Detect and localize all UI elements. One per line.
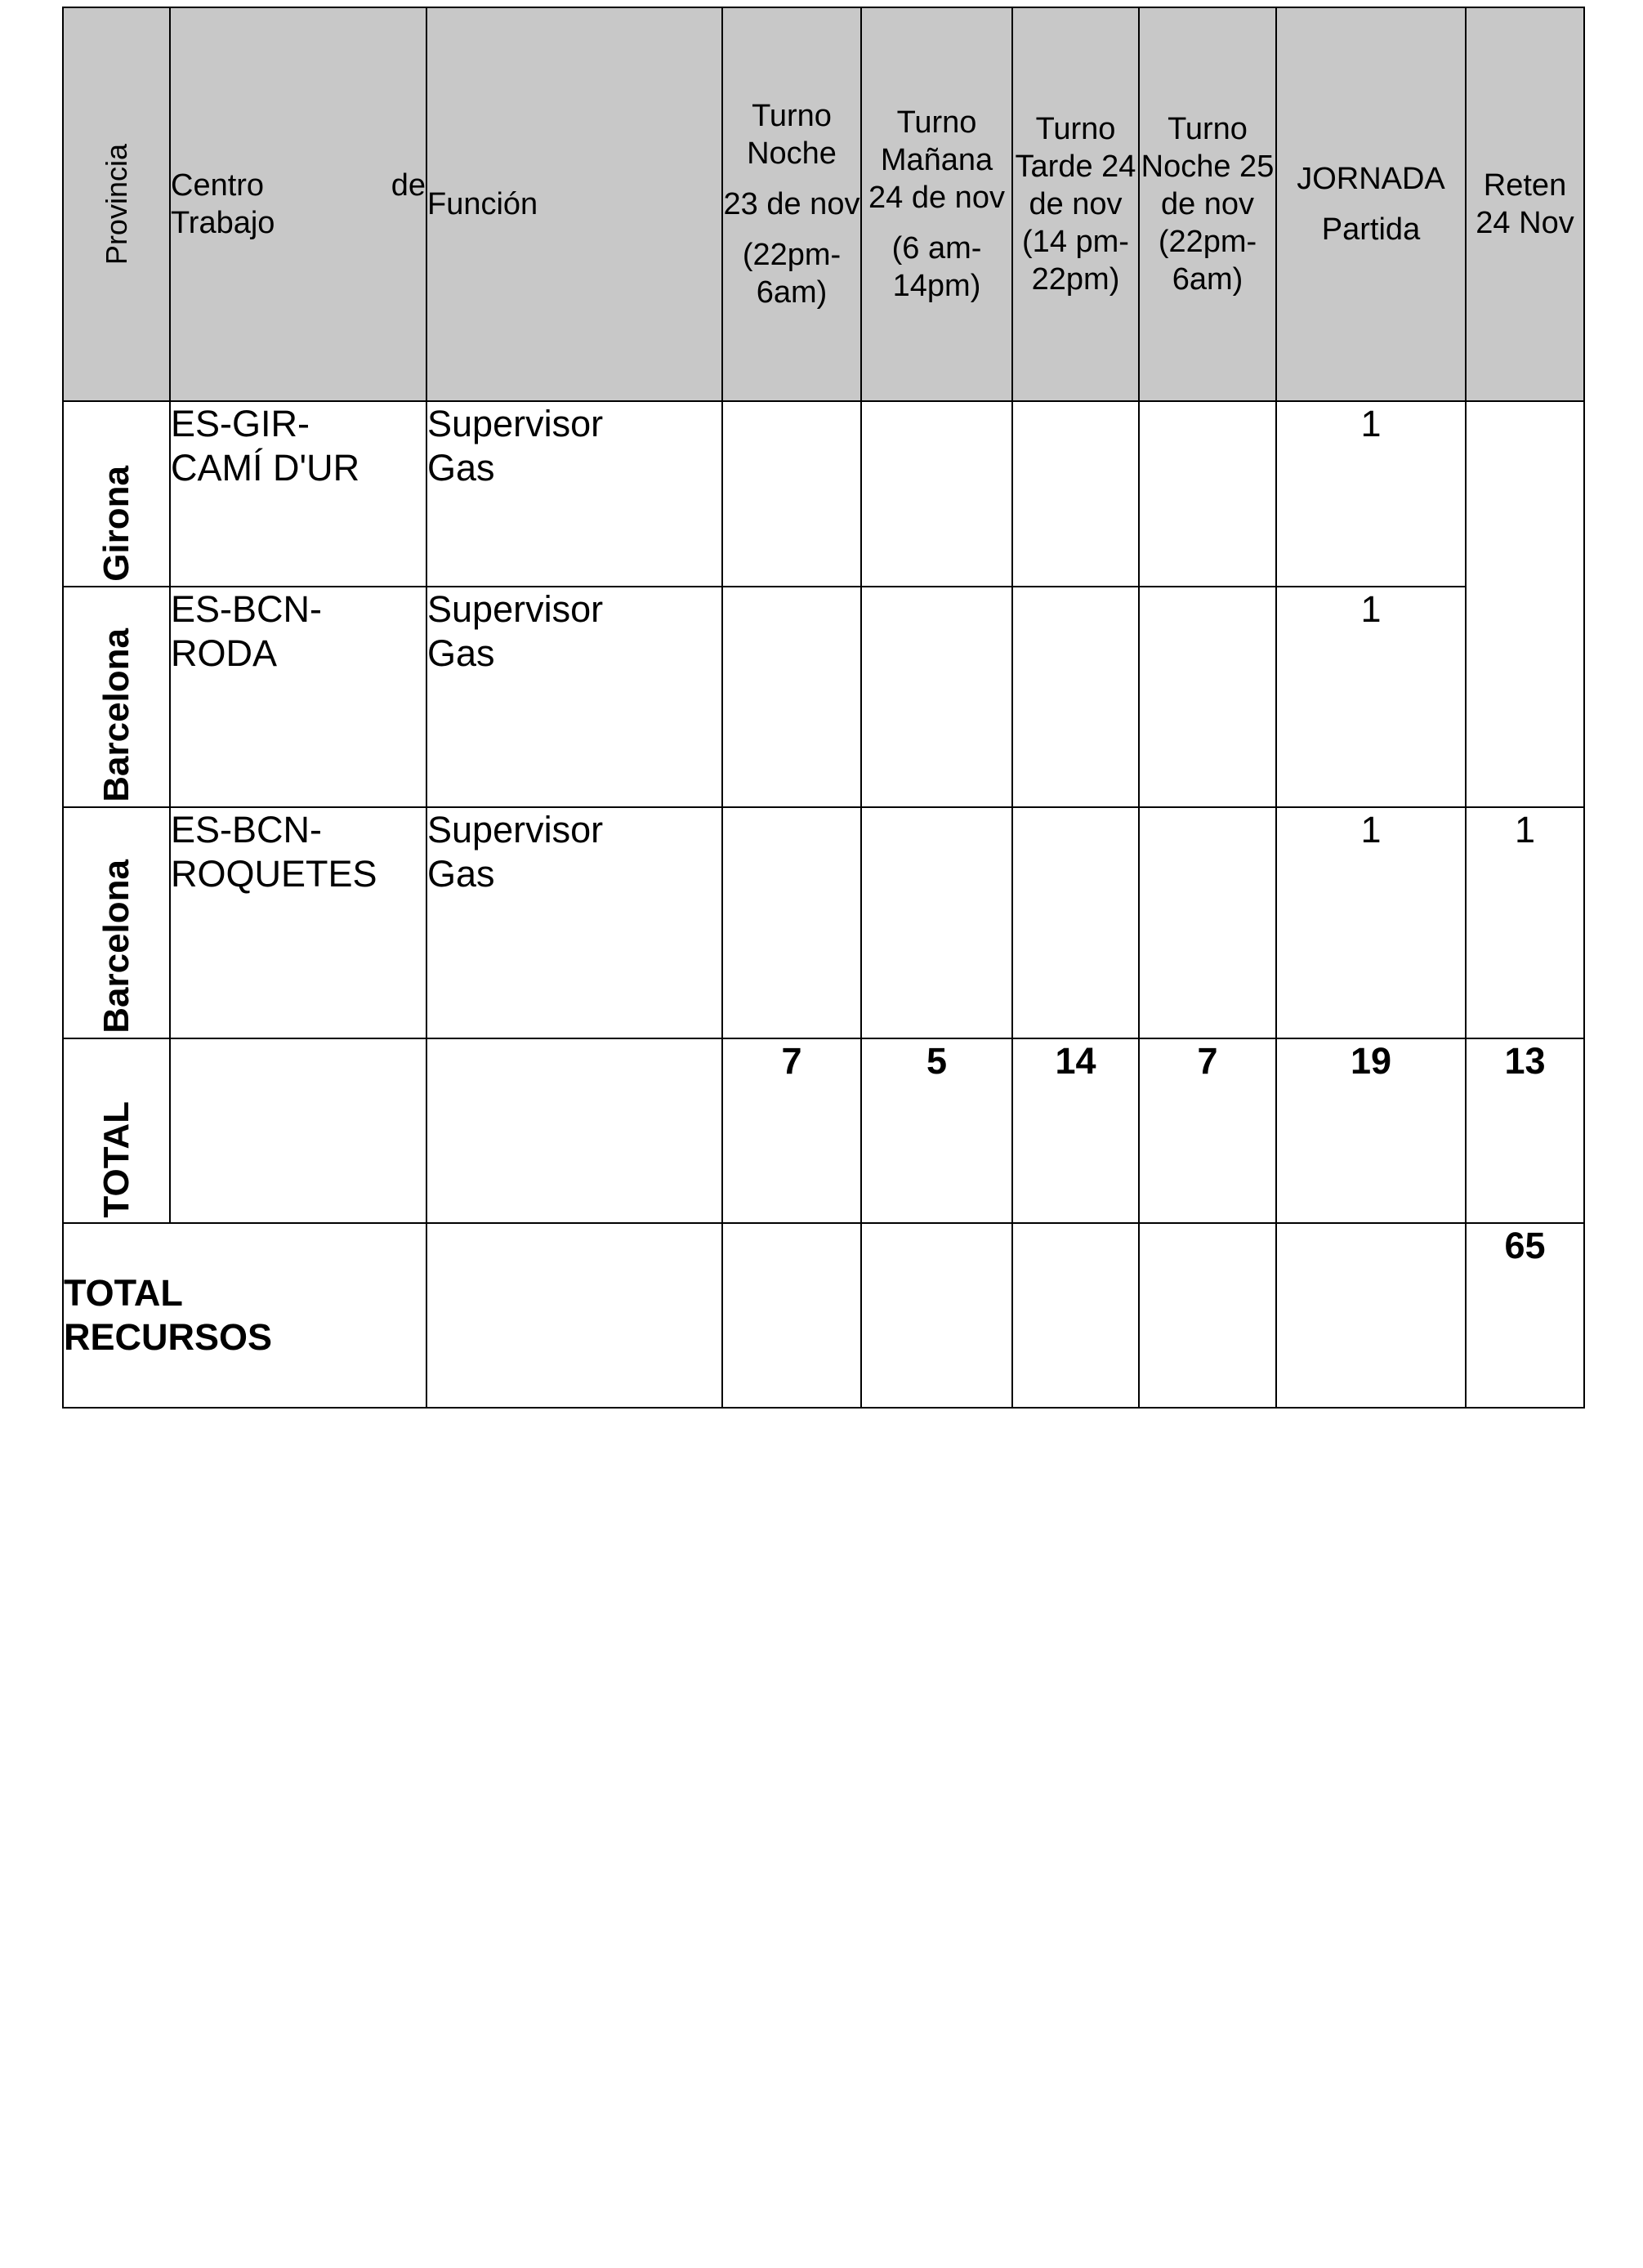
turno-noche-23-cell [722,807,861,1038]
funcion-line2: Gas [427,853,495,895]
centro-line2: RODA [171,632,278,674]
funcion-line2: Gas [427,447,495,489]
reten-cell [1466,401,1584,807]
turno-tarde-24-cell [1012,401,1139,587]
funcion-line1: Supervisor [427,588,604,630]
empty-cell [1276,1223,1466,1408]
provincia-cell [63,401,170,587]
header-provincia-label: Provincia [99,143,133,266]
total-label-cell [63,1038,170,1223]
turno-noche-25-cell [1139,807,1276,1038]
turno-tarde-24-cell [1012,807,1139,1038]
provincia-label: Barcelona [96,859,136,1034]
total-label: TOTAL [96,1101,136,1218]
total-recursos-line2: RECURSOS [64,1316,273,1358]
total-recursos-row [63,1223,1584,1408]
funcion-line2: Gas [427,632,495,674]
total-centro-cell [170,1038,426,1223]
header-turno-manana-24 [861,7,1012,401]
header-turno-noche-25 [1139,7,1276,401]
total-recursos-value: 65 [1466,1223,1584,1408]
header-turno-tarde-24 [1012,7,1139,401]
header-turno-noche-23-line1: Turno Noche [747,99,837,171]
total-funcion-cell [426,1038,722,1223]
turno-noche-25-cell [1139,587,1276,807]
funcion-cell [426,807,722,1038]
total-row [63,1038,1584,1223]
header-jornada-line1: JORNADA [1297,162,1445,196]
empty-cell [861,1223,1012,1408]
funcion-cell [426,401,722,587]
centro-line2: ROQUETES [171,853,377,895]
total-recursos-label-cell [63,1223,426,1408]
centro-line1: ES-BCN- [171,809,323,850]
funcion-cell [426,587,722,807]
header-provincia [63,7,170,401]
total-jornada-partida: 19 [1276,1038,1466,1223]
header-turno-noche-23-line2: 23 de nov [723,187,860,221]
header-turno-noche-25-label: Turno Noche 25 de nov (22pm-6am) [1141,112,1275,297]
turno-manana-24-cell [861,807,1012,1038]
centro-line2: CAMÍ D'UR [171,447,360,489]
table-row [63,587,1584,807]
header-turno-manana-24-line2: (6 am-14pm) [891,231,982,303]
empty-cell [426,1223,722,1408]
provincia-cell [63,587,170,807]
header-reten [1466,7,1584,401]
header-centro-word3: Trabajo [171,206,275,240]
header-jornada-partida [1276,7,1466,401]
funcion-line1: Supervisor [427,403,604,444]
header-centro-word1: Centro [171,168,265,203]
header-turno-manana-24-line1: Turno Mañana 24 de nov [868,105,1005,215]
centro-cell [170,401,426,587]
header-turno-noche-23-line3: (22pm-6am) [742,238,842,310]
jornada-partida-cell: 1 [1276,401,1466,587]
turno-noche-23-cell [722,587,861,807]
total-turno-noche-23: 7 [722,1038,861,1223]
empty-cell [1012,1223,1139,1408]
header-turno-noche-23 [722,7,861,401]
funcion-line1: Supervisor [427,809,604,850]
centro-cell [170,587,426,807]
header-reten-label: Reten 24 Nov [1476,168,1574,240]
empty-cell [722,1223,861,1408]
centro-cell [170,807,426,1038]
centro-line1: ES-BCN- [171,588,323,630]
total-recursos-line1: TOTAL [64,1272,183,1314]
centro-line1: ES-GIR- [171,403,310,444]
reten-cell: 1 [1466,807,1584,1038]
turno-noche-23-cell [722,401,861,587]
jornada-partida-cell: 1 [1276,807,1466,1038]
turno-manana-24-cell [861,587,1012,807]
header-funcion-label: Función [427,187,538,221]
turno-manana-24-cell [861,401,1012,587]
header-centro-word2: de [391,168,426,203]
total-turno-tarde-24: 14 [1012,1038,1139,1223]
total-reten: 13 [1466,1038,1584,1223]
header-row [63,7,1584,401]
empty-cell [1139,1223,1276,1408]
header-funcion [426,7,722,401]
provincia-label: Girona [96,466,136,582]
total-turno-noche-25: 7 [1139,1038,1276,1223]
provincia-cell [63,807,170,1038]
header-centro-de-trabajo [170,7,426,401]
resources-table [62,7,1585,1409]
jornada-partida-cell: 1 [1276,587,1466,807]
total-turno-manana-24: 5 [861,1038,1012,1223]
table-row [63,401,1584,587]
turno-noche-25-cell [1139,401,1276,587]
header-jornada-line2: Partida [1321,212,1421,247]
header-turno-tarde-24-label: Turno Tarde 24 de nov (14 pm-22pm) [1015,112,1136,297]
provincia-label: Barcelona [96,628,136,802]
table-row [63,807,1584,1038]
turno-tarde-24-cell [1012,587,1139,807]
